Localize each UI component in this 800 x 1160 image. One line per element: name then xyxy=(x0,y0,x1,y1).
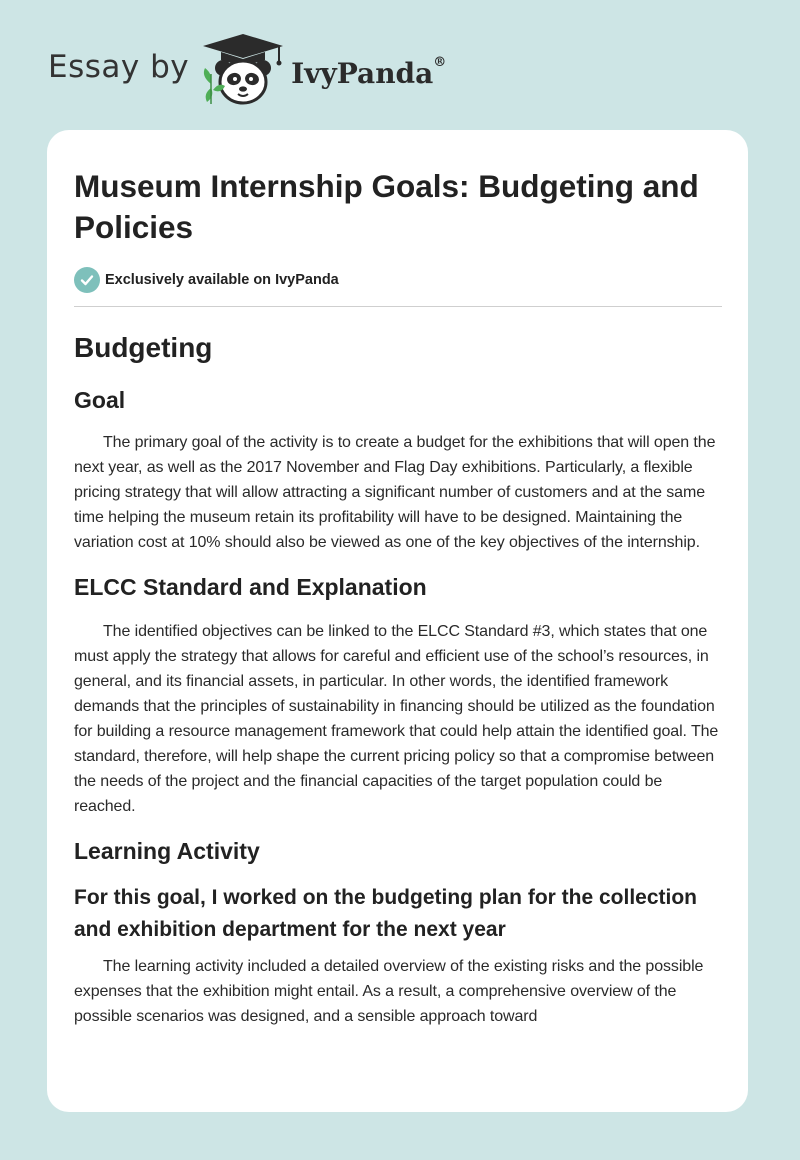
ivypanda-logo-icon[interactable] xyxy=(197,30,289,110)
paragraph-elcc-standard: The identified objectives can be linked to the ELCC Standard #3, which states that one must apply the strategy that allows for careful and efficient use of the school’s resources, in general, and its financial assets, in particular. In other words, the identified framework demands that the principles of sustainability in financing should be utilized as the foundation for building a resource management framework that could help attain the identified goal. The standard, therefore, will help shape the current pricing policy so that a compromise between the needs of the project and the financial capacities of the target population could be reached. xyxy=(74,623,719,815)
registered-mark: ® xyxy=(433,54,447,70)
brand-prefix: Essay by xyxy=(48,49,190,85)
heading-elcc-standard: ELCC Standard and Explanation xyxy=(74,574,427,600)
check-circle-icon xyxy=(74,267,100,293)
brand-name: IvyPanda® xyxy=(291,54,447,90)
heading-goal: Goal xyxy=(74,387,126,413)
brand-header xyxy=(48,30,446,110)
exclusive-badge xyxy=(74,266,722,294)
badge-text: Exclusively available on IvyPanda xyxy=(105,272,339,288)
section-heading-budgeting: Budgeting xyxy=(74,332,213,363)
article-title: Museum Internship Goals: Budgeting and Policies xyxy=(74,168,699,245)
heading-learning-activity: Learning Activity xyxy=(74,838,260,864)
article-card xyxy=(47,130,748,1112)
subheading-budgeting-plan: For this goal, I worked on the budgeting plan for the collection and exhibition department for the next year xyxy=(74,886,698,941)
paragraph-goal: The primary goal of the activity is to create a budget for the exhibitions that will open the next year, as well as the 2017 November and Flag Day exhibitions. Particularly, a flexible pricing strategy that will allow attracting a significant number of customers and at the same time helping the museum retain its profitability will have to be designed. Maintaining the variation cost at 10% should also be viewed as one of the key objectives of the internship. xyxy=(74,434,716,551)
title-divider xyxy=(74,306,722,307)
paragraph-learning-activity: The learning activity included a detailed overview of the existing risks and the possible expenses that the exhibition might entail. As a result, a comprehensive overview of the possible scenarios was designed, and a sensible approach toward xyxy=(74,958,704,1025)
